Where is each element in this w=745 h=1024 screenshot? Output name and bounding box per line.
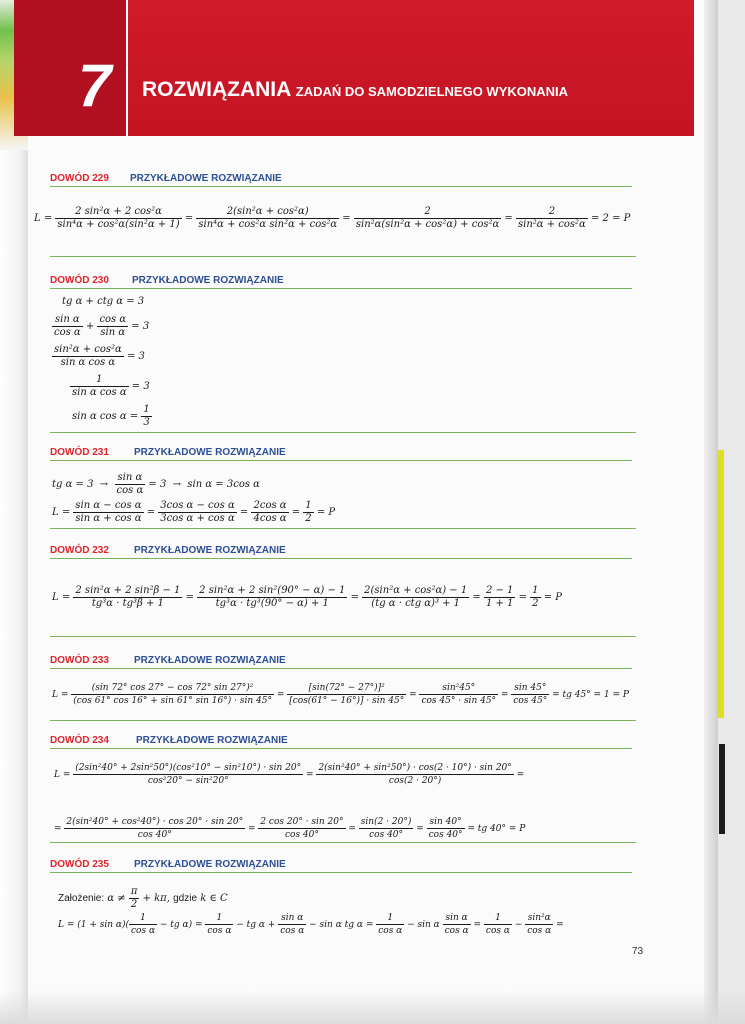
chapter-title-main: ROZWIĄZANIA — [142, 78, 292, 101]
proof-label: DOWÓD 231 — [50, 447, 109, 458]
section-header-233 — [50, 652, 632, 669]
proof-230-line-3: $\frac{\text{sin²α + cos²α}}{\text{sin α cos α}}$ = 3 — [54, 344, 145, 368]
separator — [50, 256, 636, 257]
proof-label: DOWÓD 229 — [50, 173, 109, 184]
section-header-232 — [50, 542, 632, 559]
proof-sublabel: PRZYKŁADOWE ROZWIĄZANIE — [134, 545, 286, 556]
separator — [50, 842, 636, 843]
chapter-title-sub: ZADAŃ DO SAMODZIELNEGO WYKONANIA — [295, 84, 569, 99]
section-header-234 — [50, 732, 632, 749]
proof-233-line-1: L = $\frac{\text{(sin 72° cos 27° − cos 72° sin 27°)²}}{(\cos 61^\circ \cos 16^\circ + \sin 61^\circ \sin 16^\circ) \cdot \sin 45^\circ}$ = $\frac{\text{[sin(72° − 27°)]²}}{[\cos(61^\circ - 16^\circ)] \cdot \sin 45^\circ}$ = $\frac{\text{sin²45°}}{\cos 45^\circ \cdot \sin 45^\circ}$ = $\frac{\sin 45^\circ}{\cos 45^\circ}$ = tg 45° = 1 = P — [52, 683, 629, 706]
proof-230-line-4: $\frac{1}{\text{sin α cos α}}$ = 3 — [72, 374, 150, 398]
book-spine — [0, 0, 28, 1024]
proof-sublabel: PRZYKŁADOWE ROZWIĄZANIE — [134, 655, 286, 666]
chapter-title — [142, 78, 568, 102]
proof-229-line-1: L = $\frac{\text{2 sin²α + 2 cos²α}}{\text{sin⁴α + cos²α(sin²α + 1)}}$ = $\frac{\text{2(sin²α + cos²α)}}{\text{sin⁴α + cos²α sin²α + cos²α}}$ = $\frac{2}{\text{sin²α(sin²α + cos²α) + cos²α}}$ = $\frac{2}{\text{sin²α + cos²α}}$ = 2 = P — [34, 206, 631, 230]
proof-235-assumption: Założenie: α ≠ $\frac{\pi}{2}$ + kπ, gdzie k ∈ C — [58, 886, 228, 910]
proof-231-line-2: L = $\frac{\text{sin α − cos α}}{\text{sin α + cos α}}$ = $\frac{\text{3cos α − cos α}}{\text{3cos α + cos α}}$ = $\frac{\text{2cos α}}{\text{4cos α}}$ = $\frac{1}{2}$ = P — [52, 500, 336, 524]
proof-235-line-1: L = (1 + sin α)( $\frac{1}{\text{cos α}}$ − tg α) = $\frac{1}{\text{cos α}}$ − tg α + $\frac{\text{sin α}}{\text{cos α}}$ − sin α tg α = $\frac{1}{\text{cos α}}$ − sin α $\frac{\text{sin α}}{\text{cos α}}$ = $\frac{1}{\text{cos α}}$ − $\frac{\text{sin²α}}{\text{cos α}}$ = — [58, 913, 564, 936]
proof-label: DOWÓD 234 — [50, 735, 109, 746]
banner-divider — [126, 0, 128, 136]
section-header-231 — [50, 444, 632, 461]
separator — [50, 636, 636, 637]
proof-sublabel: PRZYKŁADOWE ROZWIĄZANIE — [134, 447, 286, 458]
proof-label: DOWÓD 235 — [50, 859, 109, 870]
proof-sublabel: PRZYKŁADOWE ROZWIĄZANIE — [134, 859, 286, 870]
proof-label: DOWÓD 232 — [50, 545, 109, 556]
margin-highlight-bar — [717, 450, 724, 718]
separator — [50, 432, 636, 433]
proof-230-line-5: sin α cos α = $\frac{1}{3}$ — [72, 404, 150, 428]
proof-label: DOWÓD 233 — [50, 655, 109, 666]
proof-sublabel: PRZYKŁADOWE ROZWIĄZANIE — [136, 735, 288, 746]
separator — [50, 528, 636, 529]
page-edge-shadow — [704, 0, 718, 1024]
proof-sublabel: PRZYKŁADOWE ROZWIĄZANIE — [130, 173, 282, 184]
proof-234-line-1: L = $\frac{\text{(2sin²40° + 2sin²50°)(cos²10° − sin²10°) · sin 20°}}{\text{cos²20° − sin²20°}}$ = $\frac{\text{2(sin²40° + sin²50°) · cos(2 · 10°) · sin 20°}}{\cos(2 \cdot 20^\circ)}$ = — [54, 763, 525, 786]
proof-234-line-2: = $\frac{\text{2(sin²40° + cos²40°) · cos 20° · sin 20°}}{\cos 40^\circ}$ = $\frac{2 \cos 20^\circ \cdot \sin 20^\circ}{\cos 40^\circ}$ = $\frac{\sin(2 \cdot 20^\circ)}{\cos 40^\circ}$ = $\frac{\sin 40^\circ}{\cos 40^\circ}$ = tg 40° = P — [54, 817, 526, 840]
scan-bottom-shadow — [0, 990, 745, 1024]
proof-231-line-1: tg α = 3 → $\frac{\text{sin α}}{\text{cos α}}$ = 3 → sin α = 3cos α — [52, 472, 260, 496]
section-header-235 — [50, 856, 632, 873]
proof-232-line-1: L = $\frac{\text{2 sin²α + 2 sin²β − 1}}{\text{tg³α · tg³β + 1}}$ = $\frac{\text{2 sin²α + 2 sin²(90° − α) − 1}}{\text{tg³α · tg³(90° − α) + 1}}$ = $\frac{\text{2(sin²α + cos²α) − 1}}{\text{(tg α · ctg α)³ + 1}}$ = $\frac{2 - 1}{1 + 1}$ = $\frac{1}{2}$ = P — [52, 585, 563, 609]
proof-230-line-2: $\frac{\text{sin α}}{\text{cos α}}$ + $\frac{\text{cos α}}{\text{sin α}}$ = 3 — [54, 314, 150, 338]
chapter-number: 7 — [78, 52, 112, 119]
section-header-230 — [50, 272, 632, 289]
separator — [50, 720, 636, 721]
proof-sublabel: PRZYKŁADOWE ROZWIĄZANIE — [132, 275, 284, 286]
page-number: 73 — [632, 946, 644, 957]
proof-label: DOWÓD 230 — [50, 275, 109, 286]
margin-dark-bar — [719, 744, 725, 834]
proof-230-line-1: tg α + ctg α = 3 — [62, 296, 145, 307]
section-header-229 — [50, 170, 632, 187]
